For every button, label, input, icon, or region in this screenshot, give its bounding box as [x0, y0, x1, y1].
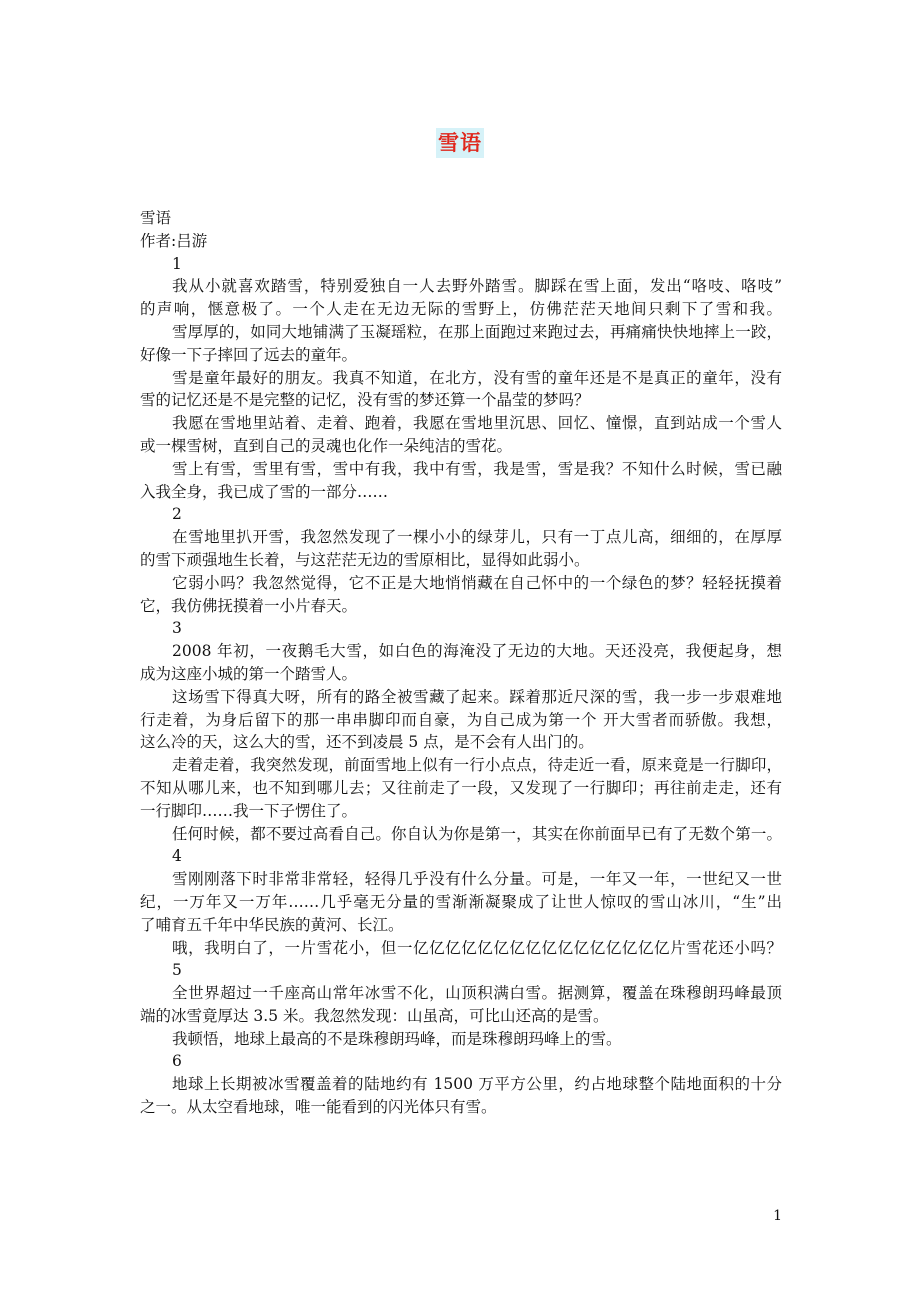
text-line: 任何时候，都不要过高看自己。你自认为你是第一，其实在你前面早已有了无数个第一。	[172, 824, 782, 843]
text-line: 不知从哪儿来，也不知到哪儿去；又往前走了一段，又发现了一行脚印；再往前走走，还有	[140, 778, 782, 797]
text-line: 2008 年初，一夜鹅毛大雪，如白色的海淹没了无边的大地。天还没亮，我便起身，想	[172, 642, 782, 661]
text-line: 全世界超过一千座高山常年冰雪不化，山顶积满白雪。据测算，覆盖在珠穆朗玛峰最顶	[172, 984, 782, 1003]
text-line: 这么冷的天，这么大的雪，还不到凌晨 5 点，是不会有人出门的。	[140, 733, 594, 752]
text-line: 在雪地里扒开雪，我忽然发现了一棵小小的绿芽儿，只有一丁点儿高，细细的，在厚厚	[172, 528, 782, 547]
text-line: 我从小就喜欢踏雪，特别爱独自一人去野外踏雪。脚踩在雪上面，发出“咯吱、咯吱”	[172, 277, 782, 296]
text-line: 的声响，惬意极了。一个人走在无边无际的雪野上，仿佛茫茫天地间只剩下了雪和我。	[140, 300, 782, 319]
text-line: 雪是童年最好的朋友。我真不知道，在北方，没有雪的童年还是不是真正的童年，没有	[172, 368, 782, 387]
author-line: 作者:吕游	[140, 231, 208, 250]
section-number: 3	[172, 619, 182, 638]
text-line: 成为这座小城的第一个踏雪人。	[140, 664, 358, 683]
text-line: 它，我仿佛抚摸着一小片春天。	[140, 596, 358, 615]
document-title-text: 雪语	[436, 128, 484, 158]
text-line: 地球上长期被冰雪覆盖着的陆地约有 1500 万平方公里，约占地球整个陆地面积的十分	[172, 1075, 782, 1094]
text-line: 雪刚刚落下时非常非常轻，轻得几乎没有什么分量。可是，一年又一年，一世纪又一世	[172, 870, 782, 889]
text-line: 行走着，为身后留下的那一串串脚印而自豪，为自己成为第一个 开大雪者而骄傲。我想，	[140, 710, 782, 729]
section-number: 2	[172, 505, 182, 524]
text-line: 一行脚印……我一下子愣住了。	[140, 801, 358, 820]
text-line: 的雪下顽强地生长着，与这茫茫无边的雪原相比，显得如此弱小。	[140, 550, 590, 569]
text-line: 了哺育五千年中华民族的黄河、长江。	[140, 915, 404, 934]
document-title	[0, 120, 920, 158]
text-line: 哦，我明白了，一片雪花小，但一亿亿亿亿亿亿亿亿亿亿亿亿亿亿亿亿片雪花还小吗？	[172, 938, 782, 957]
text-line: 好像一下子摔回了远去的童年。	[140, 345, 358, 364]
section-number: 4	[172, 847, 182, 866]
text-line: 之一。从太空看地球，唯一能看到的闪光体只有雪。	[140, 1098, 497, 1117]
text-line: 雪上有雪，雪里有雪，雪中有我，我中有雪，我是雪，雪是我？不知什么时候，雪已融	[172, 459, 782, 478]
article-heading: 雪语	[140, 209, 172, 227]
article-body	[140, 207, 782, 1119]
text-line: 端的冰雪竟厚达 3.5 米。我忽然发现：山虽高，可比山还高的是雪。	[140, 1006, 609, 1025]
text-line: 走着走着，我突然发现，前面雪地上似有一行小点点，待走近一看，原来竟是一行脚印，	[172, 756, 782, 775]
section-number: 6	[172, 1052, 182, 1071]
text-line: 或一棵雪树，直到自己的灵魂也化作一朵纯洁的雪花。	[140, 436, 513, 455]
text-line: 雪的记忆还是不是完整的记忆，没有雪的梦还算一个晶莹的梦吗？	[140, 391, 590, 410]
text-line: 雪厚厚的，如同大地铺满了玉凝瑶粒，在那上面跑过来跑过去，再痛痛快快地摔上一跤，	[172, 322, 782, 341]
section-number: 5	[172, 961, 182, 980]
text-line: 我愿在雪地里站着、走着、跑着，我愿在雪地里沉思、回忆、憧憬，直到站成一个雪人	[172, 414, 782, 433]
text-line: 纪，一万年又一万年……几乎毫无分量的雪渐渐凝聚成了让世人惊叹的雪山冰川，“生”出	[140, 892, 782, 911]
text-line: 入我全身，我已成了雪的一部分……	[140, 482, 389, 501]
section-number: 1	[172, 254, 182, 273]
text-line: 它弱小吗？我忽然觉得，它不正是大地悄悄藏在自己怀中的一个绿色的梦？轻轻抚摸着	[172, 573, 782, 592]
page-number: 1	[773, 1208, 782, 1224]
text-line: 这场雪下得真大呀，所有的路全被雪藏了起来。踩着那近尺深的雪，我一步一步艰难地	[172, 687, 782, 706]
text-line: 我顿悟，地球上最高的不是珠穆朗玛峰，而是珠穆朗玛峰上的雪。	[172, 1029, 622, 1048]
